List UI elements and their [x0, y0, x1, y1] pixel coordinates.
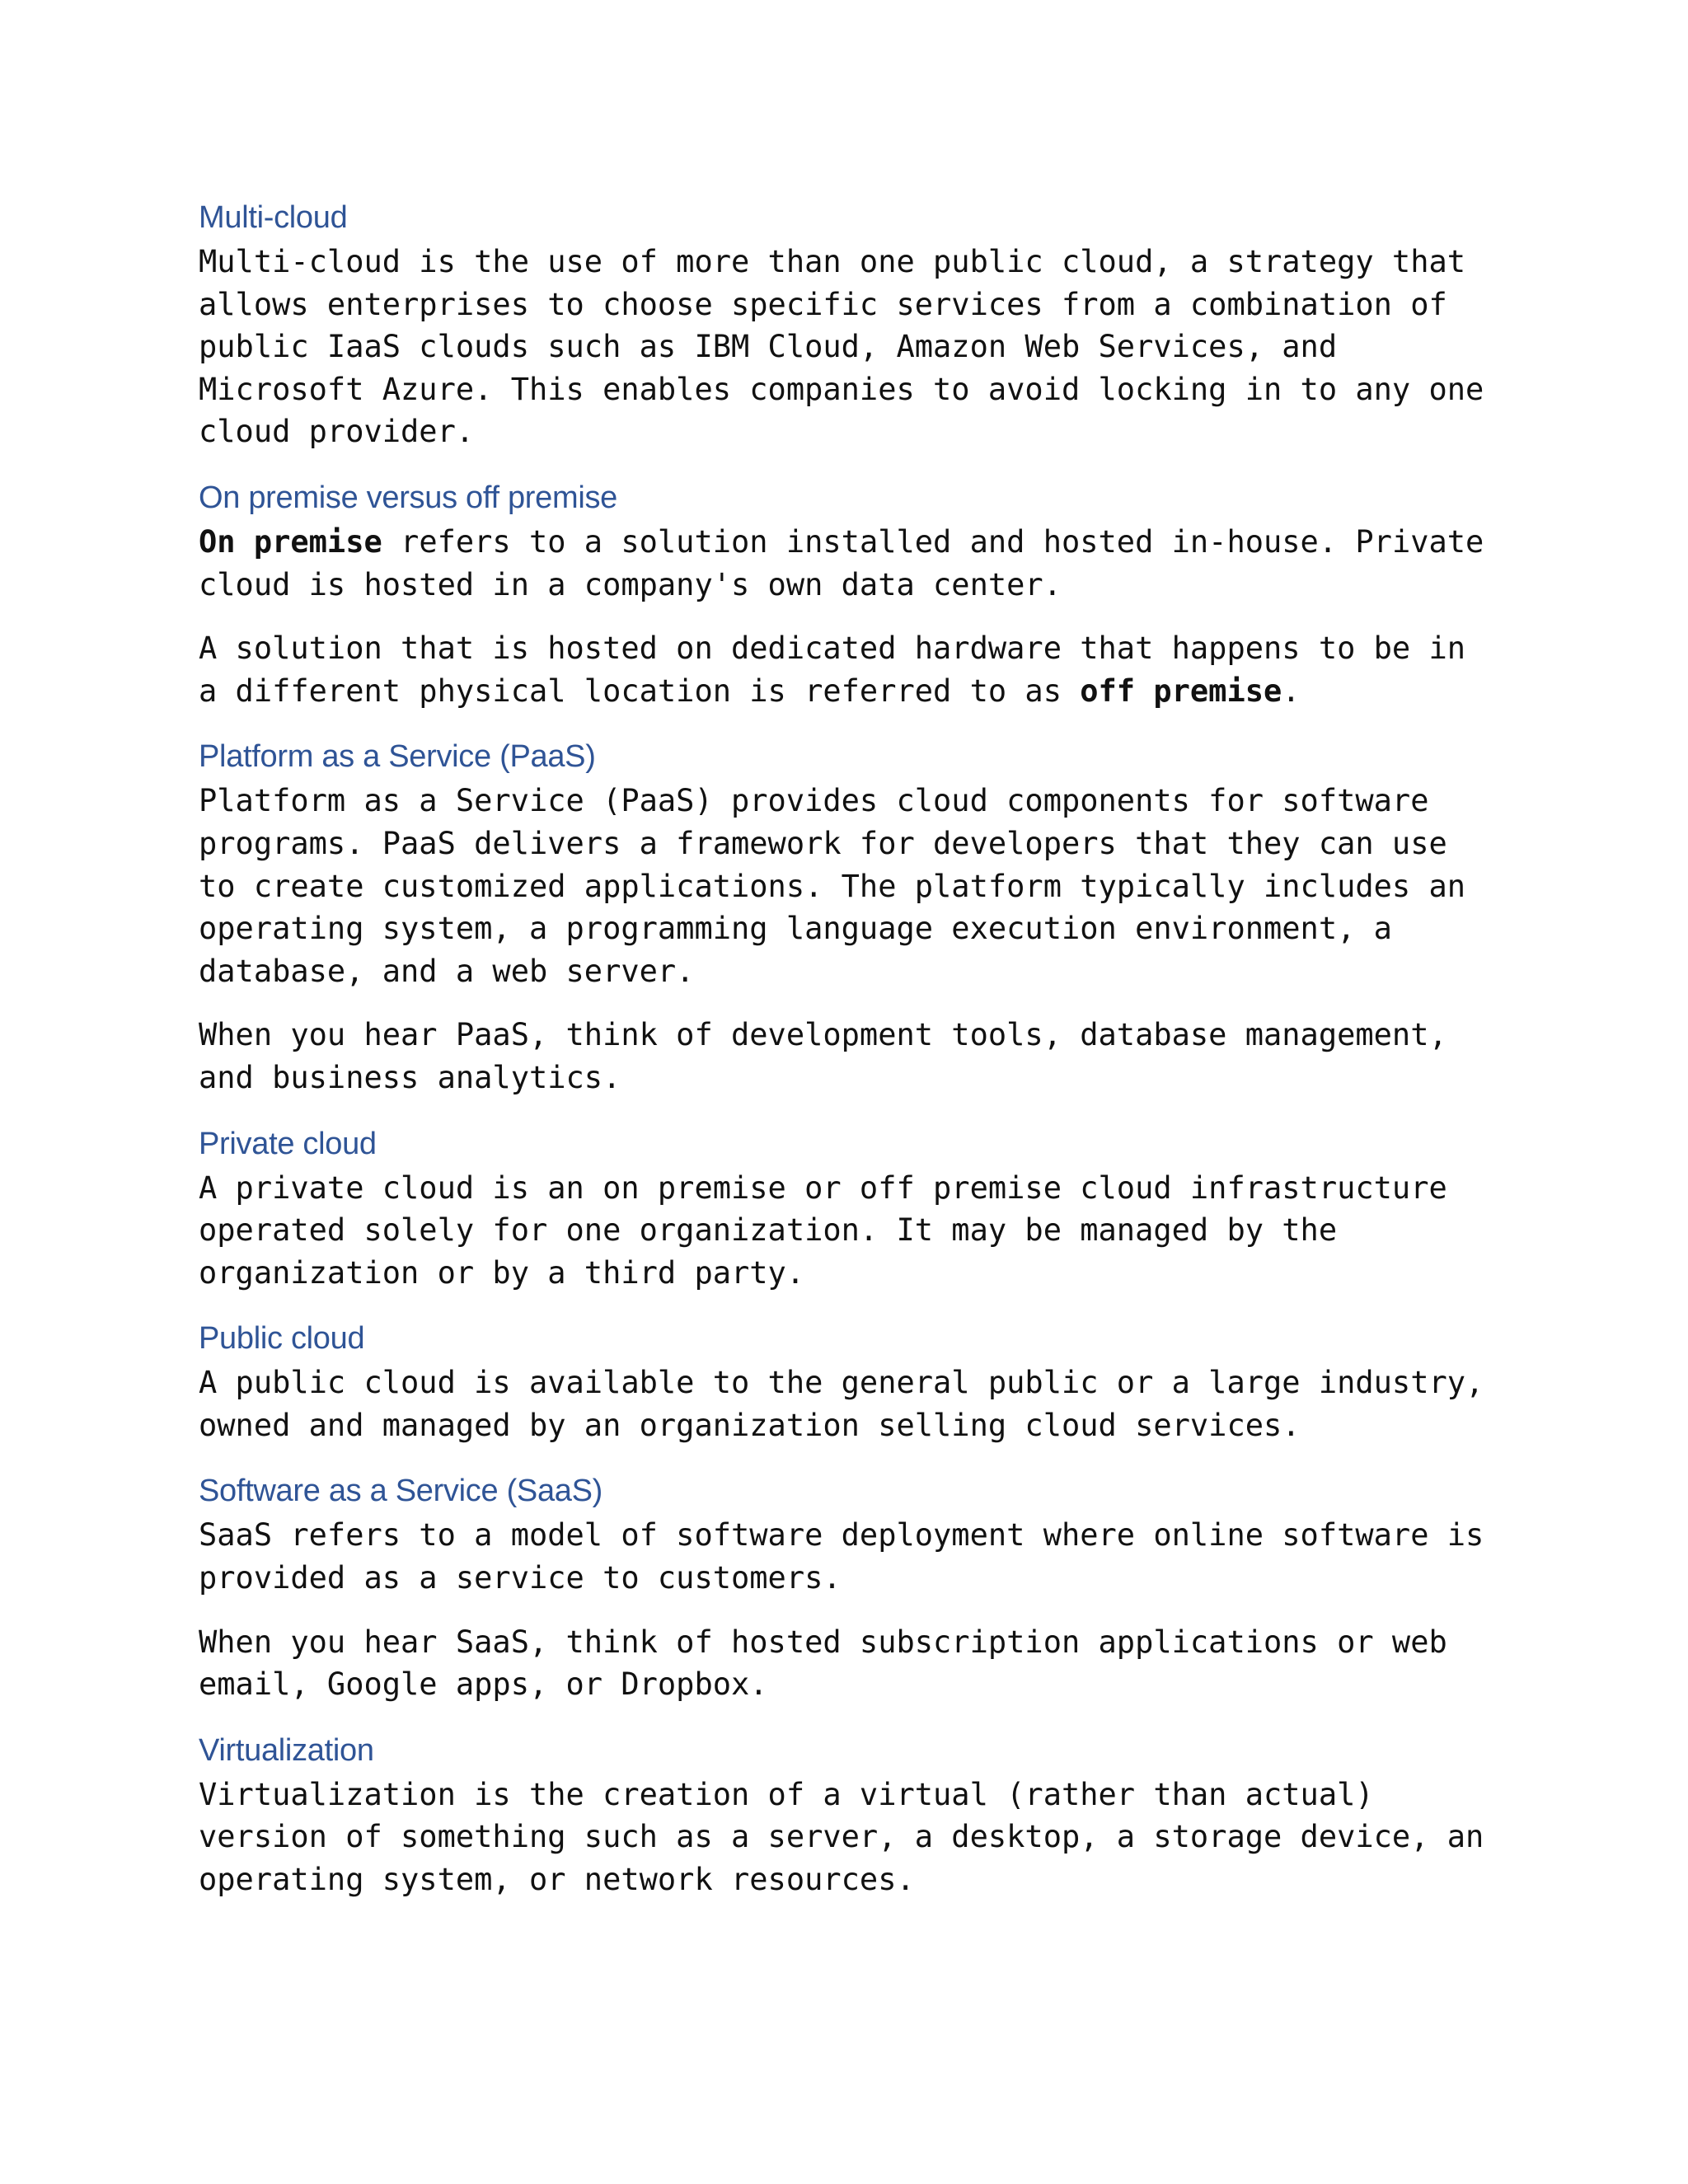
section-saas	[199, 1469, 1501, 1705]
section-paragraph: A private cloud is an on premise or off premise cloud infrastructure operated solely for one organization. It may be managed by the organization or by a third party.	[199, 1169, 1447, 1291]
section-heading: Multi-cloud	[199, 200, 348, 235]
section-private-cloud	[199, 1122, 1501, 1295]
glossary-content	[199, 196, 1501, 1924]
paragraph-text: .	[1282, 673, 1301, 709]
paragraph-text: A solution that is hosted on dedicated hardware that happens to be in a different physical location is referred to as	[199, 630, 1466, 709]
section-virtualization	[199, 1729, 1501, 1901]
section-paragraph	[199, 521, 1501, 606]
section-heading: On premise versus off premise	[199, 480, 618, 515]
section-heading: Virtualization	[199, 1732, 374, 1768]
section-heading: Public cloud	[199, 1321, 365, 1357]
section-public-cloud	[199, 1317, 1501, 1446]
section-paragraph: A public cloud is available to the general public or a large industry, owned and managed by an organization selling cloud services.	[199, 1365, 1484, 1443]
section-paragraph: When you hear SaaS, think of hosted subscription applications or web email, Google apps, or Dropbox.	[199, 1624, 1447, 1703]
paragraph-text: refers to a solution installed and hosted in-house. Private cloud is hosted in a company's own data center.	[199, 523, 1484, 602]
section-paragraph: Virtualization is the creation of a virtual (rather than actual) version of something such as a server, a desktop, a storage device, an operating system, or network resources.	[199, 1776, 1484, 1898]
bold-term: off premise	[1080, 673, 1282, 709]
section-paragraph: Multi-cloud is the use of more than one public cloud, a strategy that allows enterprises to choose specific services from a combination of public IaaS clouds such as IBM Cloud, Amazon Web Services, and Microsoft Azure. This enables companies to avoid locking in to any one cloud provider.	[199, 244, 1484, 450]
section-heading: Platform as a Service (PaaS)	[199, 739, 596, 775]
section-paragraph: When you hear PaaS, think of development tools, database management, and business analytics.	[199, 1017, 1447, 1095]
section-paragraph	[199, 627, 1501, 712]
section-paragraph: Platform as a Service (PaaS) provides cloud components for software programs. PaaS delivers a framework for developers that they can use to create customized applications. The platform typically includes an operating system, a programming language execution environment, a database, and a web server.	[199, 783, 1466, 989]
bold-term: On premise	[199, 523, 382, 560]
section-heading: Software as a Service (SaaS)	[199, 1474, 603, 1509]
section-paas	[199, 735, 1501, 1099]
section-heading: Private cloud	[199, 1126, 377, 1161]
section-on-premise	[199, 476, 1501, 712]
section-multi-cloud	[199, 196, 1501, 453]
section-paragraph: SaaS refers to a model of software deployment where online software is provided as a service to customers.	[199, 1517, 1484, 1596]
